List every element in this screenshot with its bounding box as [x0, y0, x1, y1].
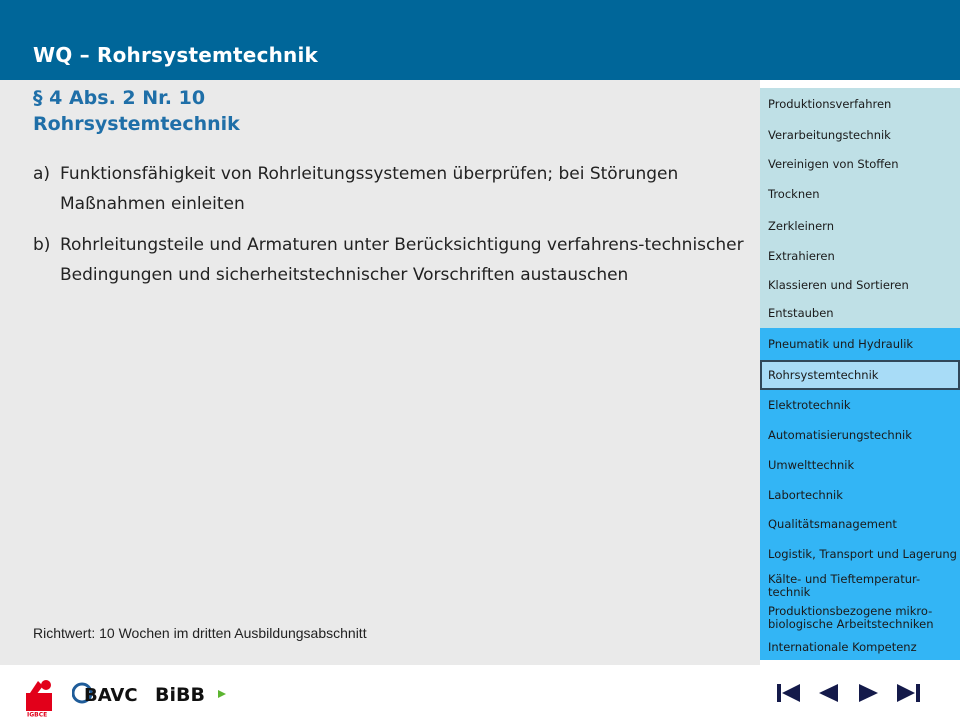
sidebar-item-mikrobiologie[interactable]: [760, 602, 960, 634]
first-slide-icon[interactable]: [776, 682, 802, 704]
bavc-logo-text: BAVC: [84, 685, 138, 706]
sidebar-item-logistik[interactable]: [760, 538, 960, 570]
sidebar-item-label: Labortechnik: [768, 487, 843, 502]
sidebar-item-label: Produktionsverfahren: [768, 96, 892, 111]
bibb-logo: [155, 680, 235, 706]
content-panel: [0, 80, 760, 665]
bavc-logo: [72, 680, 142, 706]
sidebar-item-vereinigen-von-stoffen[interactable]: [760, 150, 960, 178]
sidebar-item-klassieren-und-sortieren[interactable]: [760, 271, 960, 299]
sidebar-item-label: Extrahieren: [768, 249, 835, 263]
sidebar-item-internationale-kompetenz[interactable]: [760, 634, 960, 660]
previous-slide-icon[interactable]: [816, 682, 842, 704]
last-slide-icon[interactable]: [895, 682, 921, 704]
sidebar-item-rohrsystemtechnik[interactable]: [760, 360, 960, 390]
sidebar-item-extrahieren[interactable]: [760, 242, 960, 271]
sidebar-item-produktionsverfahren[interactable]: [760, 88, 960, 120]
sidebar-item-label: Umwelttechnik: [768, 457, 855, 472]
sidebar-nav: [760, 88, 960, 660]
sidebar-item-zerkleinern[interactable]: [760, 210, 960, 242]
list-item-text: Rohrleitungsteile und Armaturen unter Berücksichtigung verfahrens-technischer Bedingungen und sicherheitstechnischer Vorschriften austauschen: [60, 235, 744, 285]
sidebar-item-qualitaetsmanagement[interactable]: [760, 510, 960, 538]
sidebar-item-label: Automatisierungstechnik: [768, 427, 912, 442]
duration-note: Richtwert: 10 Wochen im dritten Ausbildungsabschnitt: [33, 625, 367, 641]
sidebar-item-label: Produktionsbezogene mikro-biologische Arbeitstechniken: [768, 604, 934, 631]
page-title: WQ – Rohrsystemtechnik: [33, 43, 319, 67]
sidebar-item-label: Rohrsystemtechnik: [768, 367, 879, 382]
header-bar: [0, 0, 960, 80]
sidebar-item-kaeltetechnik[interactable]: [760, 570, 960, 602]
sidebar-item-pneumatik-und-hydraulik[interactable]: [760, 328, 960, 360]
sidebar-item-automatisierungstechnik[interactable]: [760, 420, 960, 450]
list-marker: b): [33, 235, 51, 255]
igbce-logo: [24, 677, 56, 717]
sidebar-item-label: Trocknen: [768, 186, 820, 201]
next-slide-icon[interactable]: [855, 682, 881, 704]
sidebar-item-label: Elektrotechnik: [768, 397, 851, 412]
sidebar-item-label: Vereinigen von Stoffen: [768, 156, 899, 171]
sidebar-item-label: Entstauben: [768, 306, 834, 320]
igbce-logo-text: IGBCE: [27, 711, 48, 717]
sidebar-item-label: Kälte- und Tieftemperatur-technik: [768, 572, 921, 599]
sidebar-item-entstauben[interactable]: [760, 299, 960, 328]
list-item-text: Funktionsfähigkeit von Rohrleitungssystemen überprüfen; bei Störungen Maßnahmen einleiten: [60, 164, 679, 214]
sidebar-item-label: Verarbeitungstechnik: [768, 127, 891, 142]
list-marker: a): [33, 164, 51, 184]
sidebar-item-labortechnik[interactable]: [760, 480, 960, 510]
sidebar-item-verarbeitungstechnik[interactable]: [760, 120, 960, 150]
sidebar-item-label: Internationale Kompetenz: [768, 639, 917, 654]
bibb-logo-text: BiBB: [155, 684, 205, 706]
section-reference: § 4 Abs. 2 Nr. 10: [33, 87, 206, 109]
sidebar-item-trocknen[interactable]: [760, 178, 960, 210]
sidebar-item-label: Zerkleinern: [768, 218, 834, 233]
sidebar-item-elektrotechnik[interactable]: [760, 390, 960, 420]
sidebar-item-label: Logistik, Transport und Lagerung: [768, 546, 957, 561]
list-item: [33, 159, 753, 219]
sidebar-item-label: Pneumatik und Hydraulik: [768, 336, 914, 351]
section-title: Rohrsystemtechnik: [33, 113, 240, 135]
sidebar-item-label: Qualitätsmanagement: [768, 516, 897, 531]
sidebar-item-label: Klassieren und Sortieren: [768, 277, 909, 292]
list-item: [33, 230, 753, 290]
sidebar-item-umwelttechnik[interactable]: [760, 450, 960, 480]
